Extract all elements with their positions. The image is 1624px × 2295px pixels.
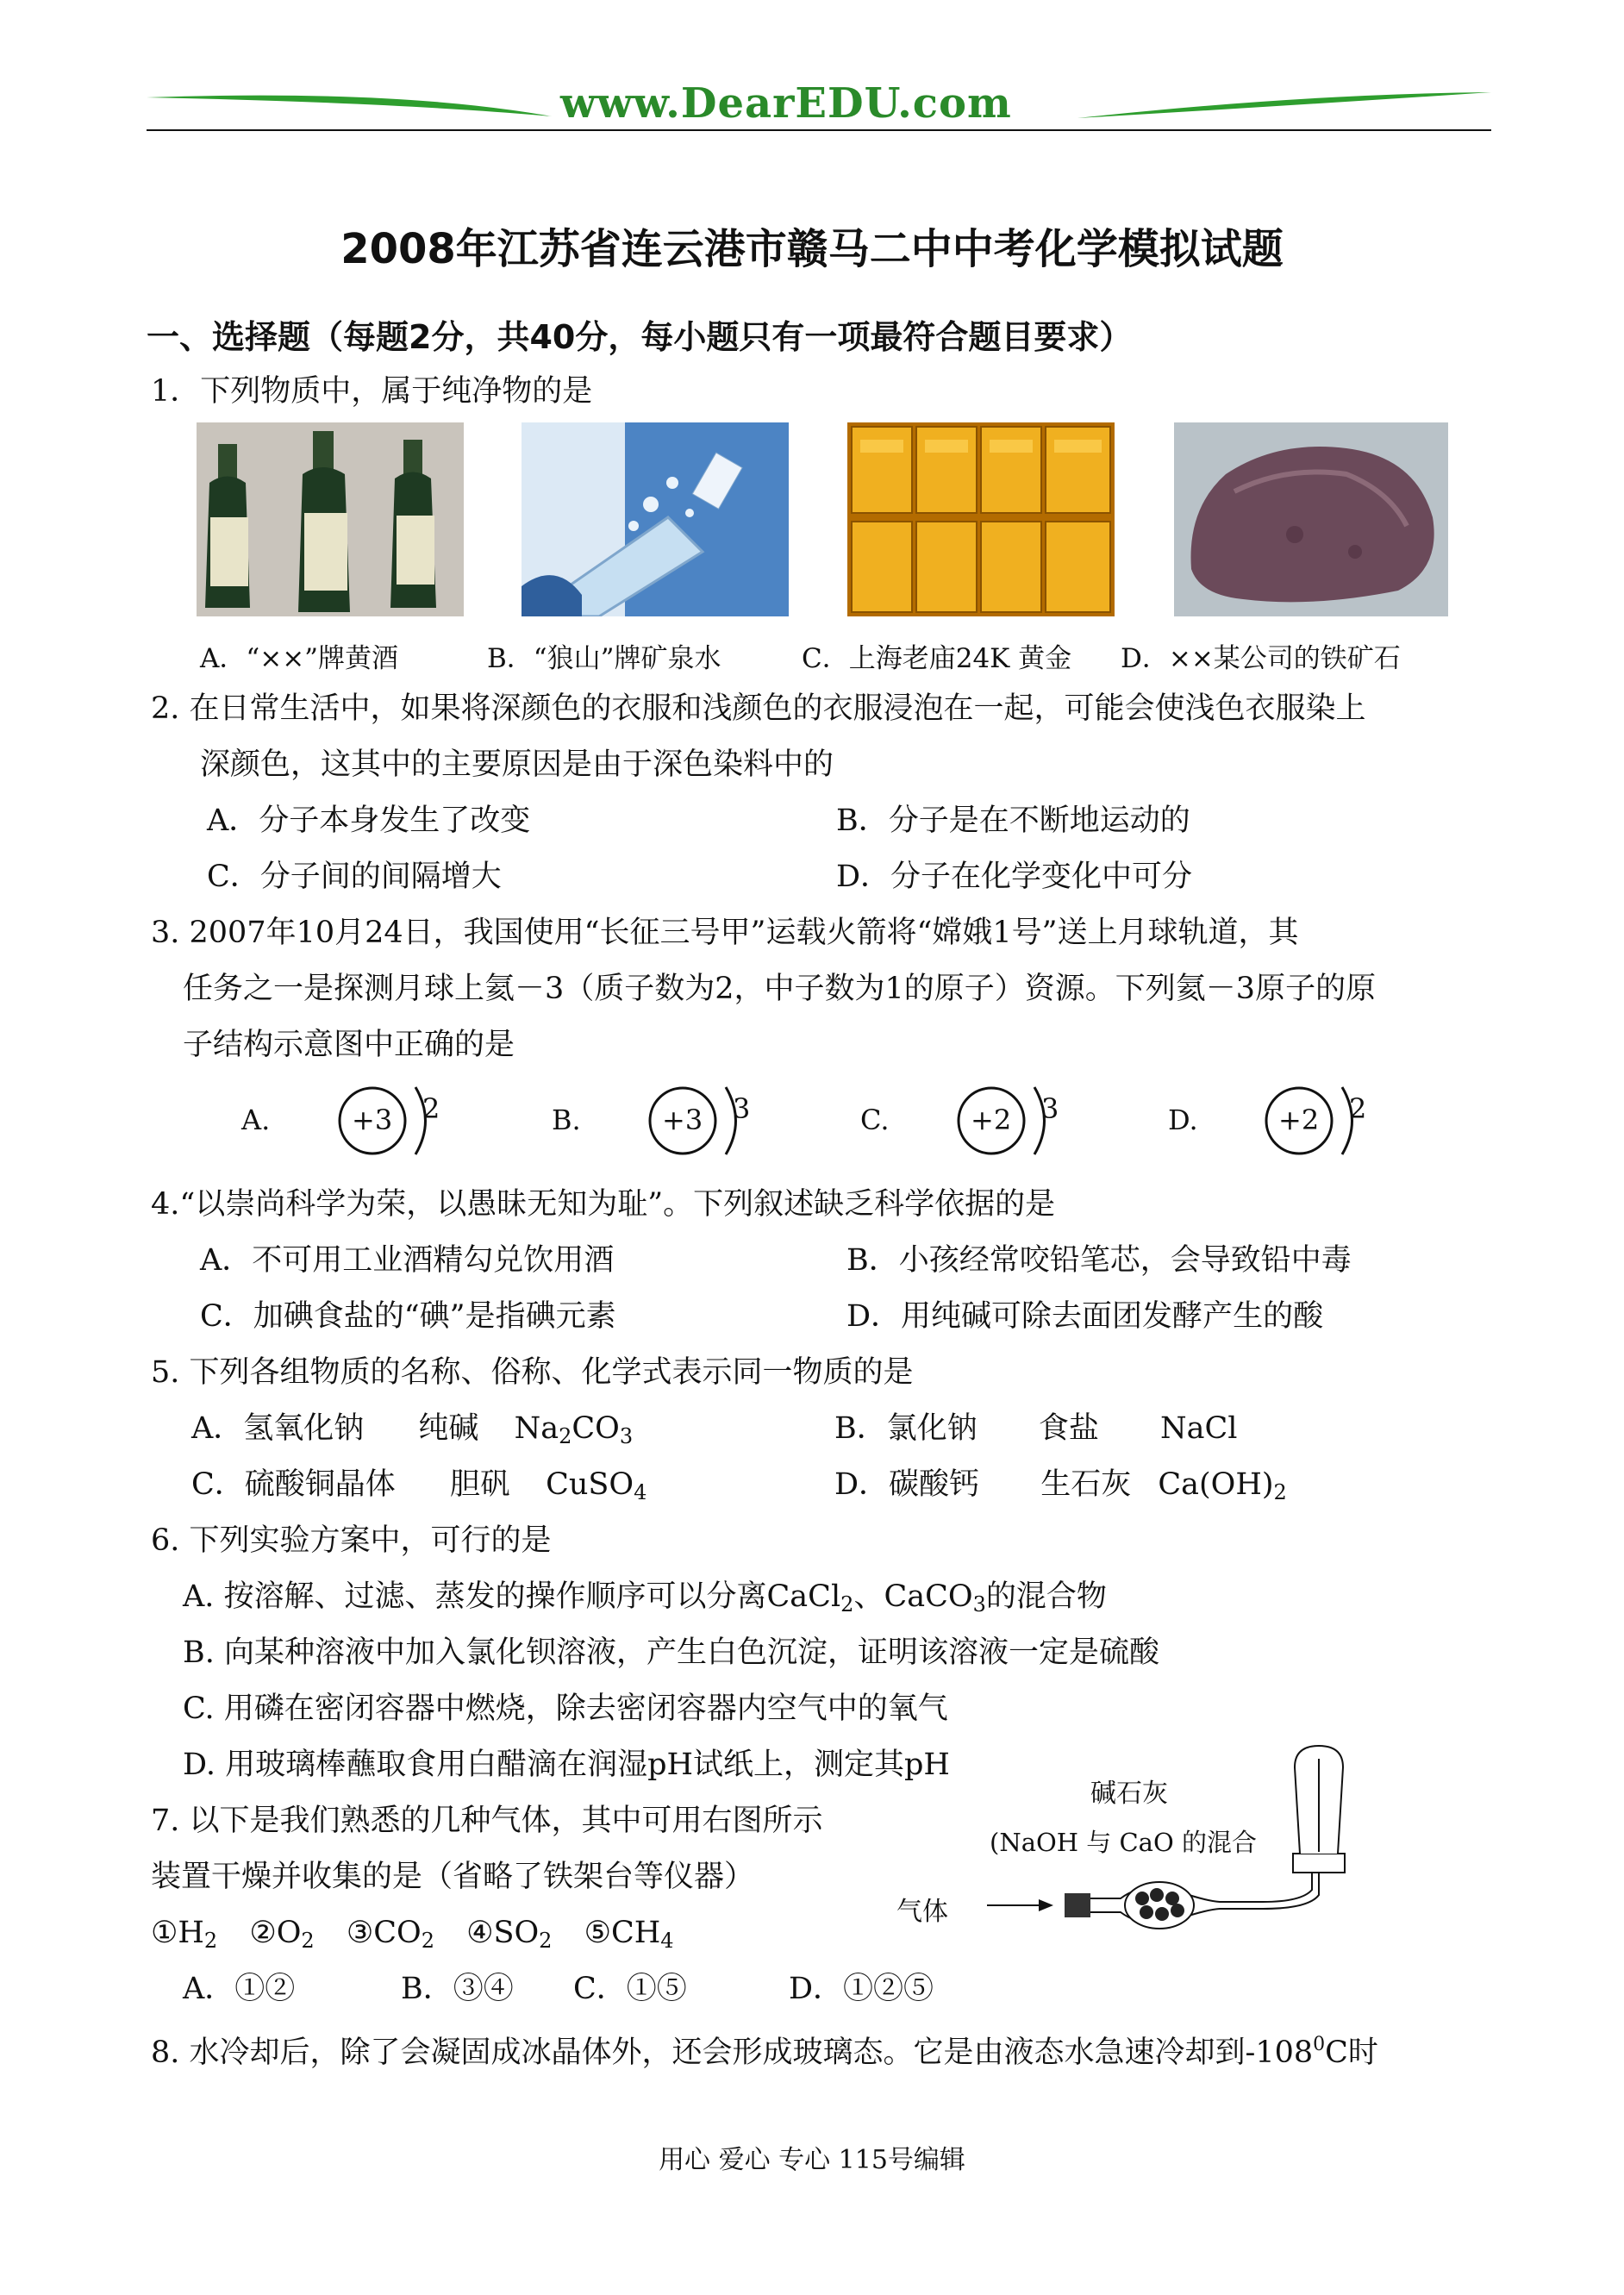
gas-h2: $①H_2$ [151, 1916, 218, 1953]
arrow-icon [987, 1899, 1053, 1911]
q5-d-name: D．碳酸钙 [834, 1467, 980, 1502]
q5-d-formula: $Ca(OH)_2$ [1158, 1467, 1287, 1504]
q3-diagram-a[interactable] [241, 1082, 448, 1160]
q7-figure-label-sodalime: 碱石灰 [1090, 1779, 1168, 1809]
q5-option-b[interactable] [834, 1410, 1238, 1448]
q5-c-name: C．硫酸铜晶体 [191, 1467, 396, 1502]
photo-mineral-water [522, 422, 789, 616]
gas-co2: $③CO_2$ [346, 1916, 434, 1953]
q4-option-a[interactable]: A．不可用工业酒精勾兑饮用酒 [200, 1243, 615, 1278]
q4-option-c[interactable]: C．加碘食盐的“碘”是指碘元素 [200, 1299, 616, 1334]
q5-d-common: 生石灰 [1040, 1467, 1132, 1502]
q5-b-formula: NaCl [1160, 1411, 1238, 1446]
q2-option-b[interactable]: B．分子是在不断地运动的 [836, 804, 1190, 838]
q5-option-d[interactable] [834, 1466, 1287, 1511]
q7-gases [151, 1914, 674, 1960]
q5-a-common: 纯碱 [418, 1411, 479, 1446]
q6-option-c[interactable]: C. 用磷在密闭容器中燃烧，除去密闭容器内空气中的氧气 [183, 1692, 948, 1726]
connecting-tube [1263, 1871, 1319, 1909]
q3-line1: 3. 2007年10月24日，我国使用“长征三号甲”运载火箭将“嫦娥1号”送上月球轨道，其 [151, 916, 1299, 950]
page-title: 2008年江苏省连云港市赣马二中中考化学模拟试题 [340, 225, 1284, 273]
q6-option-a[interactable]: A. 按溶解、过滤、蒸发的操作顺序可以分离CaCl$_2$、CaCO$_3$的混合物 [183, 1579, 1107, 1617]
q4-stem: 4.“以崇尚科学为荣，以愚昧无知为耻”。下列叙述缺乏科学依据的是 [151, 1187, 1056, 1222]
nucleus-charge: +3 [662, 1104, 703, 1136]
q5-b-common: 食盐 [1038, 1411, 1099, 1446]
gas-o2: $②O_2$ [249, 1916, 315, 1953]
q5-option-c[interactable] [191, 1466, 646, 1511]
q7-line1: 7. 以下是我们熟悉的几种气体，其中可用右图所示 [151, 1804, 823, 1838]
gas-collecting-bottle [1293, 1746, 1345, 1873]
q1-stem: 1．下列物质中，属于纯净物的是 [151, 374, 593, 409]
q7-option-d[interactable]: D．①②⑤ [789, 1972, 934, 2006]
q2-option-c[interactable]: C．分子间的间隔增大 [207, 860, 502, 894]
q8-line1: 8. 水冷却后，除了会凝固成冰晶体外，还会形成玻璃态。它是由液态水急速冷却到$-108^0C$时 [151, 2034, 1378, 2070]
q3-diagram-label: A. [241, 1104, 271, 1136]
q3-diagram-d[interactable] [1168, 1082, 1375, 1160]
q7-option-c[interactable]: C．①⑤ [573, 1972, 687, 2006]
shell-electrons: 2 [1349, 1092, 1367, 1125]
q5-a-name: A．氢氧化钠 [191, 1411, 365, 1446]
q1-option-a[interactable]: A．“××”牌黄酒 [200, 643, 399, 674]
q5-b-name: B．氯化钠 [834, 1411, 978, 1446]
shell-electrons: 2 [422, 1092, 440, 1125]
nucleus-charge: +2 [971, 1104, 1012, 1136]
banner-swoosh-right [1077, 92, 1491, 118]
q5-a-formula: $Na_2CO_3$ [514, 1411, 634, 1448]
q3-diagram-c[interactable] [860, 1082, 1067, 1160]
q6-stem: 6. 下列实验方案中，可行的是 [151, 1523, 552, 1558]
q2-stem-line2: 深颜色，这其中的主要原因是由于深色染料中的 [200, 747, 834, 782]
photo-iron-ore [1174, 422, 1448, 616]
q1-option-c[interactable]: C．上海老庙24K 黄金 [802, 643, 1072, 674]
nucleus-charge: +3 [352, 1104, 393, 1136]
q7-line2: 装置干燥并收集的是（省略了铁架台等仪器） [151, 1860, 755, 1894]
drying-apparatus-diagram [974, 1742, 1388, 1940]
q1-option-b[interactable]: B．“狼山”牌矿泉水 [487, 643, 721, 674]
q1-option-d[interactable]: D．××某公司的铁矿石 [1121, 643, 1401, 674]
q6-option-d[interactable]: D. 用玻璃棒蘸取食用白醋滴在润湿pH试纸上，测定其pH [183, 1748, 950, 1782]
tube-stopper [1065, 1893, 1090, 1917]
q6-option-b[interactable]: B. 向某种溶液中加入氯化钡溶液，产生白色沉淀，证明该溶液一定是硫酸 [183, 1635, 1159, 1670]
q7-option-a[interactable]: A．①② [183, 1972, 296, 2006]
q3-line2: 任务之一是探测月球上氦－3（质子数为2，中子数为1的原子）资源。下列氦－3原子的原 [183, 972, 1377, 1006]
q4-option-b[interactable]: B．小孩经常咬铅笔芯，会导致铅中毒 [846, 1243, 1352, 1278]
shell-electrons: 3 [1041, 1092, 1059, 1125]
q4-option-d[interactable]: D．用纯碱可除去面团发酵产生的酸 [846, 1299, 1324, 1334]
photo-yellow-wine [197, 422, 464, 616]
q5-c-formula: CuSO$_4$ [546, 1467, 647, 1504]
q5-stem: 5. 下列各组物质的名称、俗称、化学式表示同一物质的是 [151, 1355, 914, 1390]
nucleus-charge: +2 [1278, 1104, 1320, 1136]
banner-swoosh-left [147, 96, 552, 116]
q7-option-b[interactable]: B．③④ [401, 1972, 514, 2006]
section-heading: 一、选择题（每题2分，共40分，每小题只有一项最符合题目要求） [147, 318, 1133, 356]
q3-diagram-b[interactable] [552, 1082, 759, 1160]
q2-stem-line1: 2. 在日常生活中，如果将深颜色的衣服和浅颜色的衣服浸泡在一起，可能会使浅色衣服染上 [151, 691, 1366, 726]
q2-option-d[interactable]: D．分子在化学变化中可分 [836, 860, 1193, 894]
photo-gold-bars [847, 422, 1115, 616]
q3-diagram-label: D. [1168, 1104, 1198, 1136]
q3-diagram-label: B. [552, 1104, 581, 1136]
q5-option-a[interactable] [191, 1410, 633, 1455]
q2-option-a[interactable]: A．分子本身发生了改变 [207, 804, 531, 838]
q7-figure-label-gas: 气体 [896, 1897, 948, 1927]
shell-electrons: 3 [733, 1092, 751, 1125]
q3-line3: 子结构示意图中正确的是 [183, 1028, 515, 1062]
gas-ch4: $⑤CH_4$ [584, 1916, 674, 1953]
q5-c-common: 胆矾 [449, 1467, 510, 1502]
q7-figure-label-mixture: (NaOH 与 CaO 的混合 [990, 1828, 1257, 1857]
page-footer: 用心 爱心 专心 115号编辑 [659, 2145, 965, 2175]
q3-diagram-label: C. [860, 1104, 890, 1136]
banner-text[interactable]: www.DearEDU.com [560, 79, 1012, 128]
gas-so2: $④SO_2$ [466, 1916, 553, 1953]
